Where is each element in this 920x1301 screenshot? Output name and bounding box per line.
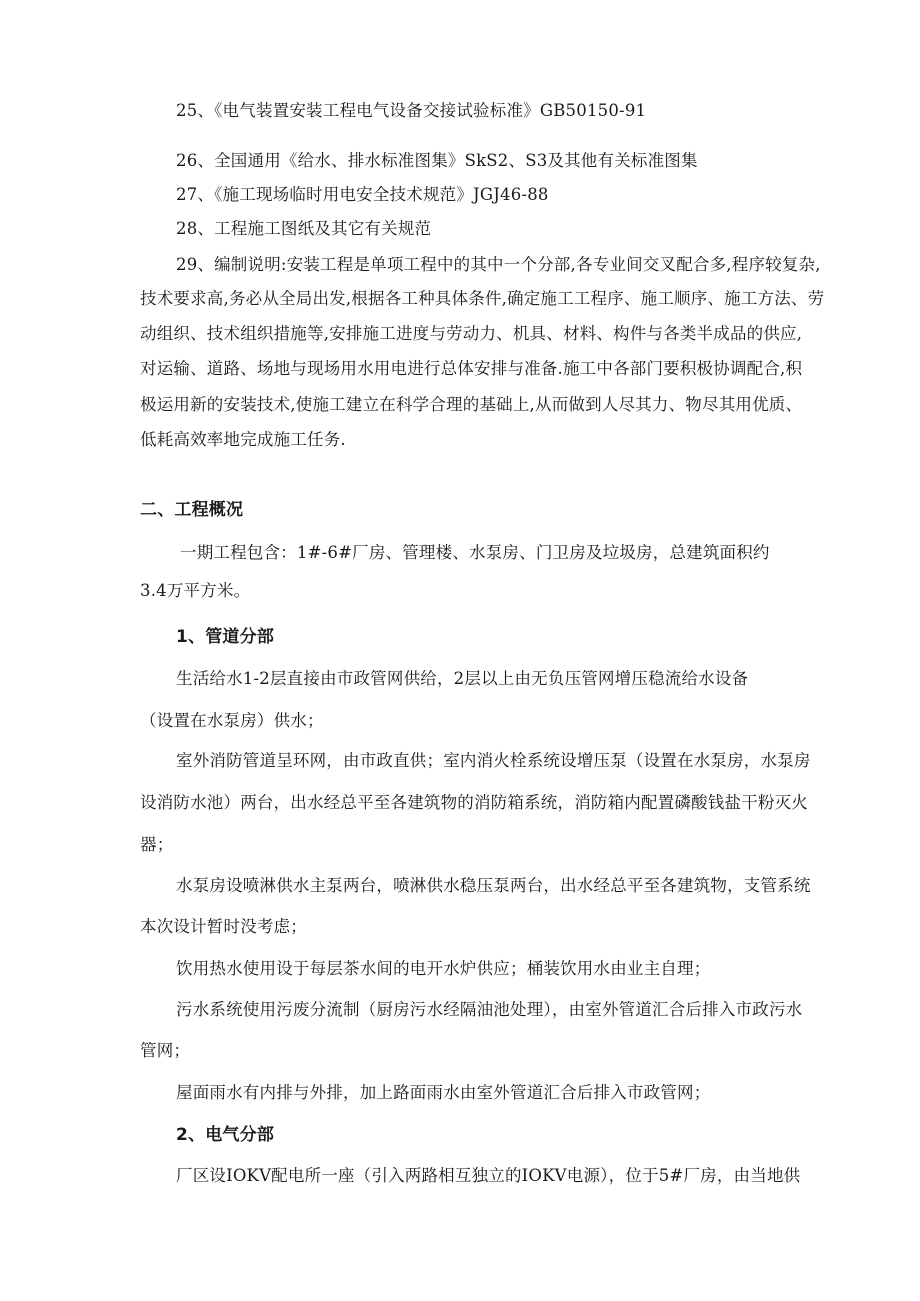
subsection-heading-pipe: 1、管道分部 bbox=[176, 627, 275, 647]
section-heading-overview: 二、工程概况 bbox=[140, 500, 244, 520]
overview-intro-line-1: 一期工程包含：1#-6#厂房、管理楼、水泵房、门卫房及垃圾房，总建筑面积约 bbox=[180, 543, 770, 562]
pipe-p3-line-1: 水泵房设喷淋供水主泵两台，喷淋供水稳压泵两台，出水经总平至各建筑物，支管系统 bbox=[176, 876, 811, 895]
ref-item-26: 26、全国通用《给水、排水标准图集》SkS2、S3及其他有关标准图集 bbox=[176, 151, 698, 170]
ref-item-29-line-4: 对运输、道路、场地与现场用水用电进行总体安排与准备.施工中各部门要积极协调配合,积 bbox=[140, 359, 803, 378]
pipe-p3-line-2: 本次设计暂时没考虑； bbox=[140, 917, 307, 936]
ref-item-29-line-2: 技术要求高,务必从全局出发,根据各工种具体条件,确定施工工程序、施工顺序、施工方法、劳 bbox=[140, 289, 825, 308]
ref-item-29-line-5: 极运用新的安装技术,使施工建立在科学合理的基础上,从而做到人尽其力、物尽其用优质、 bbox=[140, 395, 803, 414]
ref-item-29-line-3: 动组织、技术组织措施等,安排施工进度与劳动力、机具、材料、构件与各类半成品的供应, bbox=[140, 324, 803, 343]
ref-item-28: 28、工程施工图纸及其它有关规范 bbox=[176, 219, 432, 238]
overview-intro-line-2: 3.4万平方米。 bbox=[140, 581, 251, 600]
ref-item-29-line-6: 低耗高效率地完成施工任务. bbox=[140, 430, 346, 449]
electric-p1-line-1: 厂区设IOKV配电所一座（引入两路相互独立的IOKV电源），位于5#厂房，由当地供 bbox=[176, 1166, 801, 1185]
ref-item-29-line-1: 29、编制说明:安装工程是单项工程中的其中一个分部,各专业间交叉配合多,程序较复杂, bbox=[176, 255, 821, 274]
pipe-p2-line-1: 室外消防管道呈环网，由市政直供；室内消火栓系统设增压泵（设置在水泵房，水泵房 bbox=[176, 751, 811, 770]
subsection-heading-electric: 2、电气分部 bbox=[176, 1125, 275, 1145]
ref-item-25: 25、《电气装置安装工程电气设备交接试验标准》GB50150-91 bbox=[176, 101, 647, 120]
pipe-p1-line-1: 生活给水1-2层直接由市政管网供给，2层以上由无负压管网增压稳流给水设备 bbox=[176, 669, 749, 688]
pipe-p2-line-3: 器； bbox=[140, 835, 174, 854]
pipe-p4: 饮用热水使用设于每层茶水间的电开水炉供应；桶装饮用水由业主自理； bbox=[176, 959, 711, 978]
pipe-p2-line-2: 设消防水池）两台，出水经总平至各建筑物的消防箱系统，消防箱内配置磷酸钱盐干粉灭火 bbox=[140, 793, 808, 812]
pipe-p6: 屋面雨水有内排与外排，加上路面雨水由室外管道汇合后排入市政管网； bbox=[176, 1083, 711, 1102]
pipe-p1-line-2: （设置在水泵房）供水； bbox=[140, 711, 324, 730]
pipe-p5-line-2: 管网； bbox=[140, 1041, 191, 1060]
pipe-p5-line-1: 污水系统使用污废分流制（厨房污水经隔油池处理），由室外管道汇合后排入市政污水 bbox=[176, 1000, 803, 1019]
ref-item-27: 27、《施工现场临时用电安全技术规范》JGJ46-88 bbox=[176, 185, 549, 204]
